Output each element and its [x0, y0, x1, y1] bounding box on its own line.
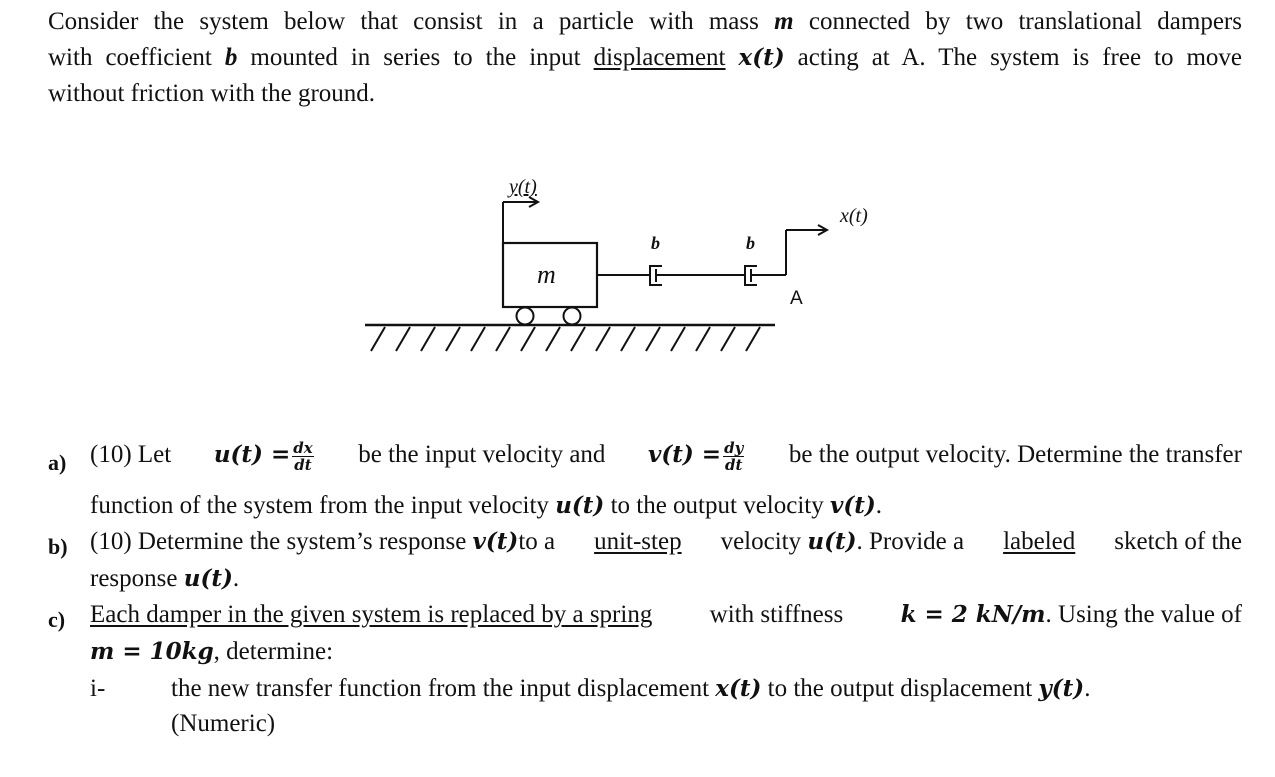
wheel-right [564, 308, 581, 325]
x-label: x(t) [840, 205, 868, 227]
question-a-label: a) [48, 450, 67, 475]
intro-line-2: with coefficient b mounted in series to the input displacement x(t) acting at A. The system is free to move [48, 44, 1243, 71]
damping-symbol: b [224, 44, 238, 71]
question-c-line-2: m = 10kg, determine: [90, 638, 334, 665]
damper-1 [650, 266, 720, 285]
question-b-label: b) [48, 534, 68, 559]
intro-line-1: Consider the system below that consist in a particle with mass m connected by two translational dampers [48, 8, 1242, 35]
fraction-dx-dt: $\frac{dx}{dt}$ [293, 439, 313, 474]
damper-2-label: b [746, 233, 755, 253]
y-label: y(t) [509, 176, 537, 198]
stiffness-eq: k = 2 kN/m [900, 601, 1046, 628]
question-a-line-1: (10) Let u(t) = $\frac{dx}{dt}$ be the input velocity and v(t) = $\frac{dy}{dt}$ be the output velocity. Determine the transfer [90, 439, 1242, 474]
sub-item-i-note: (Numeric) [171, 710, 276, 737]
point-a-label: A [790, 288, 803, 309]
intro-line-3: without friction with the ground. [48, 80, 376, 107]
ground-hatch [371, 327, 760, 351]
mass-symbol: m [774, 8, 794, 35]
mass-label: m [537, 260, 556, 289]
sub-item-i-line-1: the new transfer function from the input displacement x(t) to the output displacement y(t). [171, 675, 1091, 702]
damper-1-label: b [651, 233, 660, 253]
v-def: v(t) = [648, 441, 722, 469]
unit-step-link: unit-step [594, 528, 682, 555]
question-b-line-2: response u(t). [90, 565, 240, 592]
labeled-link: labeled [1003, 528, 1076, 555]
question-c-line-1: Each damper in the given system is replaced by a spring with stiffness k = 2 kN/m. Using the value of [90, 601, 1242, 628]
sub-item-i-label: i- [90, 675, 106, 702]
question-b-line-1: (10) Determine the system’s response v(t)to a unit-step velocity u(t). Provide a labeled sketch of the [90, 528, 1242, 555]
question-a-line-2: function of the system from the input velocity u(t) to the output velocity v(t). [90, 492, 882, 519]
wheel-left [517, 308, 534, 325]
u-def: u(t) = [213, 441, 291, 469]
spring-replacement-link: Each damper in the given system is replaced by a spring [90, 601, 653, 628]
damper-2 [720, 266, 786, 285]
question-c-label: c) [48, 607, 66, 632]
mass-eq: m = 10kg [90, 638, 214, 665]
fraction-dy-dt: $\frac{dy}{dt}$ [724, 439, 744, 474]
displacement-link: displacement [593, 44, 726, 71]
